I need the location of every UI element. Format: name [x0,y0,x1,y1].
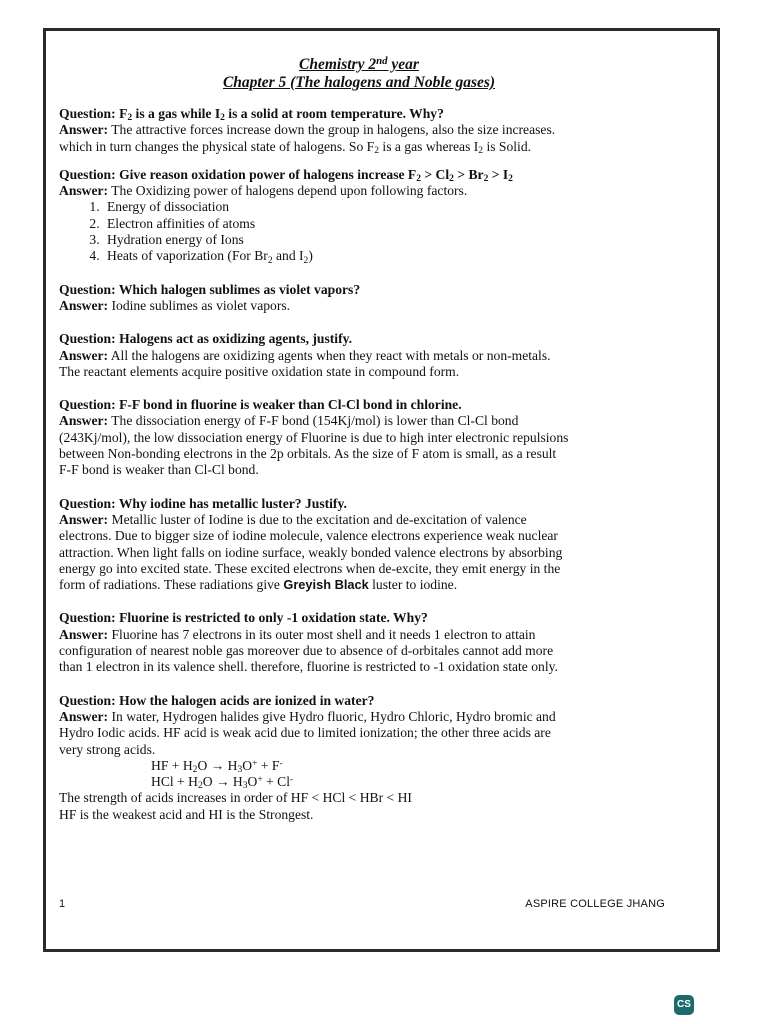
answer-text-cont: Hydro Iodic acids. HF acid is weak acid due to limited ionization; the other three acids are [59,725,551,741]
equation-hcl: HCl + $H_2O \to H_3O^+ + Cl^-$ [151,774,294,792]
page-number: 1 [59,898,66,910]
greyish-black-emphasis: Greyish Black [283,577,369,593]
answer-text: Answer: Fluorine has 7 electrons in its outer most shell and it needs 1 electron to attain [59,626,536,642]
answer-text: Answer: In water, Hydrogen halides give Hydro fluoric, Hydro Chloric, Hydro bromic and [59,708,556,724]
qa-item-1 [59,106,659,155]
answer-text: Answer: The attractive forces increase down the group in halogens, also the size increases. [59,122,556,138]
answer-text-cont: The reactant elements acquire positive oxidation state in compound form. [59,363,460,379]
answer-text: Answer: Iodine sublimes as violet vapors. [59,297,291,313]
qa-item-3 [59,282,659,315]
question-text: Question: Give reason oxidation power of halogens increase $F_2 > Cl_2 > Br_2 > I_2$ [59,166,513,185]
list-item: 4. Heats of vaporization (For $Br_2$ and $I_2$) [103,248,659,264]
qa-item-5 [59,397,659,478]
answer-text-cont: The strength of acids increases in order of HF < HCl < HBr < HI [59,790,412,806]
answer-text-cont: attraction. When light falls on iodine surface, weakly bonded valence electrons by absorbing [59,544,563,560]
college-name: ASPIRE COLLEGE JHANG [525,898,665,910]
list-item: 2. Electron affinities of atoms [103,216,659,232]
qa-item-7 [59,610,659,675]
answer-text-cont: F-F bond is weaker than Cl-Cl bond. [59,462,259,478]
question-text: Question: Fluorine is restricted to only -1 oxidation state. Why? [59,610,428,626]
equation-hf: HF + $H_2O \to H_3O^+ + F^-$ [151,757,283,776]
chapter-title: Chapter 5 (The halogens and Noble gases) [222,74,496,91]
answer-text-cont: electrons. Due to bigger size of iodine molecule, valence electrons experience weak nuclear [59,528,558,544]
qa-item-2 [59,167,659,265]
list-item: 1. Energy of dissociation [103,199,659,215]
page-title: Chemistry 2nd year [299,55,419,73]
arrow-icon: → [215,774,230,790]
answer-text-cont: HF is the weakest acid and HI is the Strongest. [59,806,314,822]
question-text: Question: Why iodine has metallic luster? Justify. [59,495,347,511]
answer-text-cont: very strong acids. [59,741,156,757]
list-item: 3. Hydration energy of Ions [103,232,659,248]
question-text: Question: F-F bond in fluorine is weaker than Cl-Cl bond in chlorine. [59,397,462,413]
answer-text-cont: configuration of nearest noble gas moreover due to absence of d-orbitales cannot add more [59,643,554,659]
question-text: Question: How the halogen acids are ionized in water? [59,692,375,708]
answer-text: Answer: The dissociation energy of F-F bond (154Kj/mol) is lower than Cl-Cl bond [59,413,519,429]
answer-text-cont: form of radiations. These radiations give Greyish Black luster to iodine. [59,577,458,593]
page-content [59,56,659,823]
answer-text-cont: than 1 electron in its valence shell. therefore, fluorine is restricted to -1 oxidation state only. [59,659,558,675]
answer-text-cont: energy go into excited state. These excited electrons when de-excite, they emit energy in the [59,560,561,576]
factor-list [59,199,659,264]
answer-text-cont: between Non-bonding electrons in the 2p orbitals. As the size of F atom is small, as a result [59,446,557,462]
qa-item-6 [59,496,659,594]
qa-item-4 [59,331,659,380]
answer-text: Answer: Metallic luster of Iodine is due to the excitation and de-excitation of valence [59,511,527,527]
answer-text-cont: (243Kj/mol), the low dissociation energy of Fluorine is due to high inter electronic repulsions [59,429,569,445]
question-text: Question: Which halogen sublimes as violet vapors? [59,281,361,297]
answer-text: Answer: The Oxidizing power of halogens depend upon following factors. [59,183,468,199]
question-text: Question: Halogens act as oxidizing agents, justify. [59,331,353,347]
answer-text-cont: which in turn changes the physical state of halogens. So $F_2$ is a gas whereas $I_2$ is Solid. [59,138,532,156]
camscanner-logo-icon: CS [674,995,694,1015]
answer-text: Answer: All the halogens are oxidizing agents when they react with metals or non-metals. [59,347,551,363]
arrow-icon: → [210,757,225,773]
question-text: Question: $F_2$ is a gas while $I_2$ is a solid at room temperature. Why? [59,106,444,124]
title-block [59,56,659,92]
qa-item-8 [59,693,659,823]
